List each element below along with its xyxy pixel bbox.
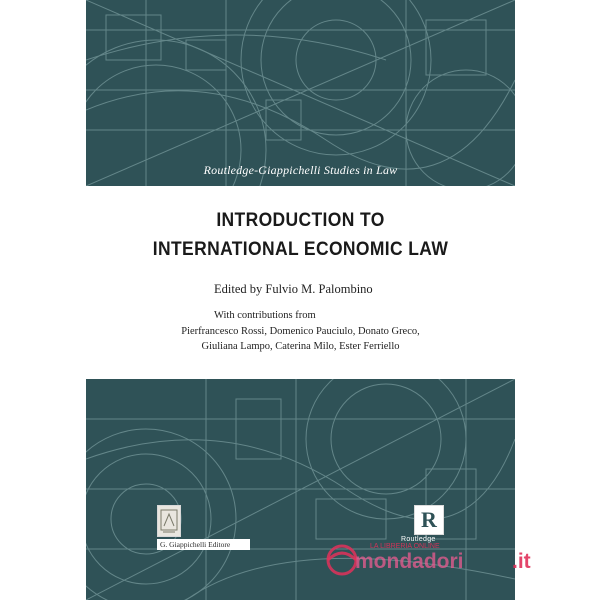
routledge-letter: R [421, 507, 437, 532]
book-title-line-2: INTERNATIONAL ECONOMIC LAW [152, 239, 449, 260]
routledge-logo [414, 505, 444, 535]
publisher-emblem-icon [157, 505, 181, 537]
watermark-subtitle: LA LIBRERIA ONLINE [370, 543, 440, 550]
contributors-line-2: Giuliana Lampo, Caterina Milo, Ester Ferriello [201, 341, 400, 352]
cover-top-band [86, 0, 515, 186]
publisher-name: G. Giappichelli Editore [157, 539, 250, 550]
watermark-text: mondadori [355, 550, 464, 573]
editor-credit: Edited by Fulvio M. Palombino [214, 282, 373, 296]
series-bar [86, 155, 515, 186]
contributions-heading: With contributions from [214, 310, 316, 321]
contributors-line-1: Pierfrancesco Rossi, Domenico Pauciulo, Donato Greco, [181, 326, 420, 337]
book-title-line-1: INTRODUCTION TO [216, 210, 385, 231]
series-title: Routledge-Giappichelli Studies in Law [203, 163, 398, 177]
watermark-domain: .it [512, 550, 531, 573]
book-cover [86, 0, 515, 600]
routledge-name: Routledge [401, 536, 436, 543]
